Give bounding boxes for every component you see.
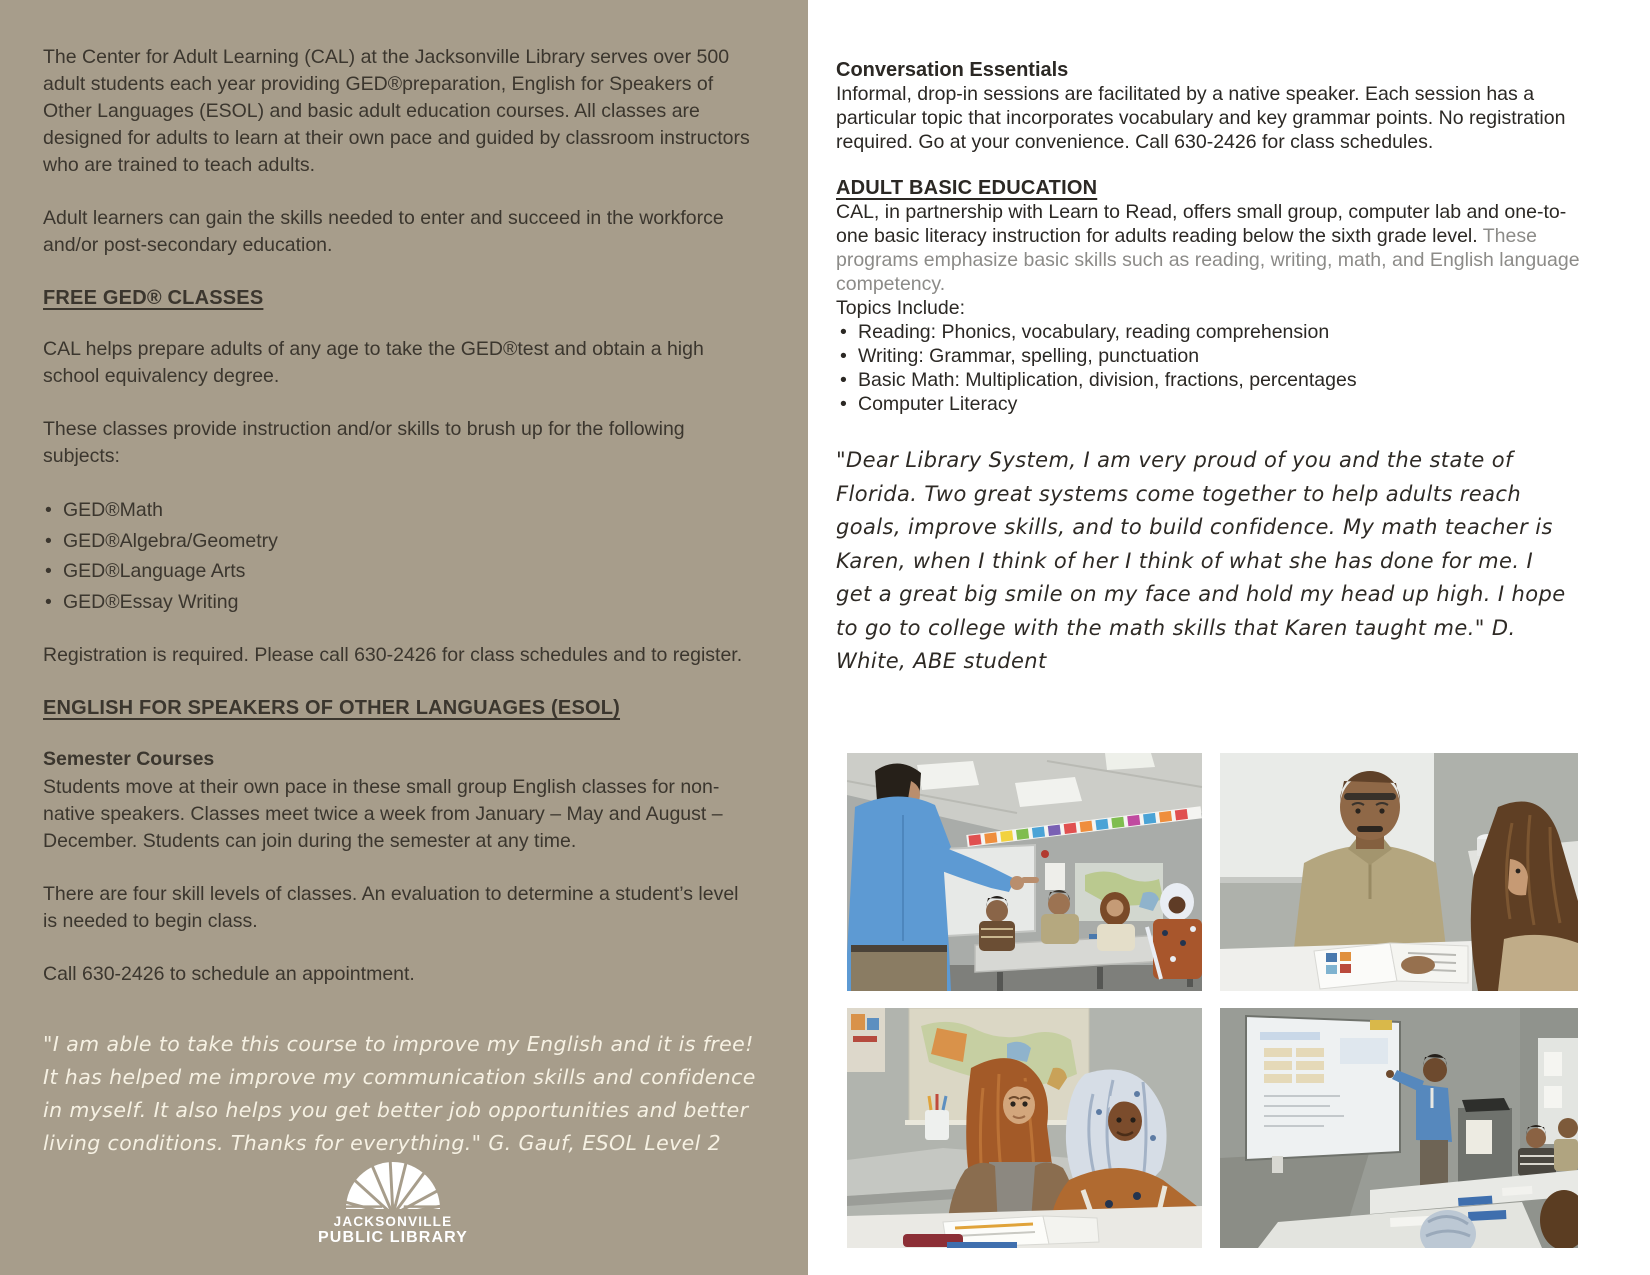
semester-courses-subheading: Semester Courses	[43, 748, 215, 770]
right-panel	[836, 58, 1584, 679]
topics-list	[836, 320, 1584, 416]
list-item-label: GED®Algebra/Geometry	[63, 529, 278, 552]
list-item-label: Writing: Grammar, spelling, punctuation	[858, 345, 1200, 367]
esol-student-quote: "I am able to take this course to improve my English and it is free! It has helped me improve my communication skills and confidence in myself. It also helps you get better job opportunities and better living conditions. Thanks for everything." G. Gauf, ESOL Level 2	[43, 1032, 756, 1155]
student-reading-with-tutor-photo	[1220, 753, 1578, 991]
two-students-at-desk-photo	[847, 1008, 1202, 1248]
abe-paragraph	[836, 200, 1584, 296]
instructor-projection-screen-photo	[1220, 1008, 1578, 1248]
list-item	[836, 344, 1584, 368]
ged-paragraph-2: These classes provide instruction and/or skills to brush up for the following subjects:	[43, 418, 685, 467]
list-item	[43, 588, 756, 617]
ged-subjects-list	[43, 496, 756, 616]
list-item	[43, 496, 756, 525]
ged-registration-paragraph: Registration is required. Please call 630-2426 for class schedules and to register.	[43, 644, 743, 666]
free-ged-classes-heading: FREE GED® CLASSES	[43, 287, 264, 309]
list-item-label: GED®Math	[63, 499, 163, 521]
conversation-essentials-heading: Conversation Essentials	[836, 59, 1069, 81]
adult-basic-education-heading: ADULT BASIC EDUCATION	[836, 177, 1098, 199]
abe-student-quote: "Dear Library System, I am very proud of you and the state of Florida. Two great systems come together to help adults reach goals, improve skills, and to build confidence. My math teacher is Karen, when I think of her I think of what she has done for me. I get a great big smile on my face and hold my head up high. I hope to go to college with the math skills that Karen taught me." D. White, ABE student	[836, 448, 1566, 673]
conversation-paragraph: Informal, drop-in sessions are facilitated by a native speaker. Each session has a particular topic that incorporates vocabulary and key grammar points. No registration required. Go at your convenience. Call 630-2426 for class schedules.	[836, 83, 1566, 153]
sunburst-icon	[344, 1162, 442, 1212]
esol-heading: ENGLISH FOR SPEAKERS OF OTHER LANGUAGES (ESOL)	[43, 697, 621, 719]
abe-paragraph-dark: CAL, in partnership with Learn to Read, offers small group, computer lab and one-to-one basic literacy instruction for adults reading below the sixth grade level.	[836, 201, 1567, 247]
list-item	[43, 527, 756, 556]
list-item-label: GED®Language Arts	[63, 560, 246, 582]
list-item-label: Reading: Phonics, vocabulary, reading comprehension	[858, 321, 1330, 343]
list-item-label: Computer Literacy	[858, 393, 1018, 415]
classroom-instructor-pointing-photo	[847, 753, 1202, 991]
logo-text-line1: JACKSONVILLE	[333, 1214, 453, 1229]
esol-paragraph-1: Students move at their own pace in these small group English classes for non-native speakers. Classes meet twice a week from January – May and August – December. Students can join during the semester at any time.	[43, 776, 723, 852]
jacksonville-public-library-logo	[308, 1162, 478, 1247]
list-item-label: GED®Essay Writing	[63, 590, 239, 613]
list-item-label: Basic Math: Multiplication, division, fractions, percentages	[858, 369, 1357, 391]
esol-paragraph-2: There are four skill levels of classes. An evaluation to determine a student’s level is needed to begin class.	[43, 883, 739, 932]
logo-text-line2: PUBLIC LIBRARY	[318, 1229, 468, 1246]
list-item	[836, 368, 1584, 392]
topics-include-label: Topics Include:	[836, 297, 965, 319]
list-item	[836, 392, 1584, 416]
intro-paragraph-1: The Center for Adult Learning (CAL) at the Jacksonville Library serves over 500 adult students each year providing GED®preparation, English for Speakers of Other Languages (ESOL) and basic adult education courses. All classes are designed for adults to learn at their own pace and guided by classroom instructors who are trained to teach adults.	[43, 46, 750, 176]
esol-paragraph-3: Call 630-2426 to schedule an appointment.	[43, 963, 415, 985]
abe-paragraph-gray: These programs emphasize basic skills such as reading, writing, math, and English language competency.	[836, 225, 1580, 295]
intro-paragraph-2: Adult learners can gain the skills needed to enter and succeed in the workforce and/or post-secondary education.	[43, 207, 724, 256]
left-panel	[0, 0, 808, 1275]
ged-paragraph-1: CAL helps prepare adults of any age to take the GED®test and obtain a high school equivalency degree.	[43, 338, 704, 387]
list-item	[43, 557, 756, 586]
list-item	[836, 320, 1584, 344]
